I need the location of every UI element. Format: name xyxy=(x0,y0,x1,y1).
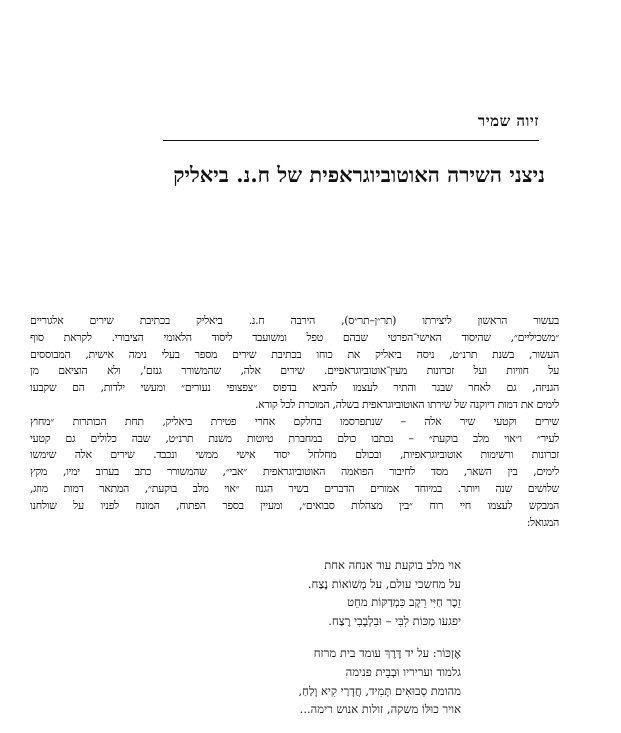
body-line: לעיר״ ו״אוי מלב בוקעת״ – נכתבו כולם במחברת טיוטות משנת תרנ״ט, שבה כלולים גם קטעי xyxy=(30,431,559,445)
body-line: ״משכיליים״, שהיסוד האישי־הפרטי שבהם טפל ומשועבד ליסוד הלאומי הציבורי. לקראת סוף xyxy=(30,330,559,344)
body-line: הגניזה, גם לאחר שבגר והתיר לעצמו להביא בדפוס ״צפצופי נעורים״ ומעשי ילדות, הם שקבעו xyxy=(30,381,559,395)
body-line: העשור, בשנת תרנ״ט, ניסה ביאליק את כוחו בכתיבת שירים מספר בעלי נימה אישית, המבוססים xyxy=(30,347,559,361)
body-line: המבקש לעצמו חיי רוח ״בין מצהלות סבואים״, ומעיין בספר הפתוח, המונח לפניו על שולחנו xyxy=(30,498,559,512)
poem-line: זֵכֶר חַיִּי רֵקָב כִּמְדַקּוֹת מחֵט xyxy=(347,595,461,610)
body-line: לימים, בין השאר, מסד לחיבור הפואמה האוטוביוגראפית ״אבי״, שהמשורר כתב בערוב ימיו, מקץ xyxy=(30,465,559,479)
poem-line: על מחשכי עולם, על מְשׁוֹאוֹת נֶצַח. xyxy=(307,576,461,591)
paragraph-2 xyxy=(30,414,559,532)
poem-line: מהומת סְבוּאִים תָּמִיד, חֲדָרַי קִיא וָלַחַ, xyxy=(298,683,461,698)
poem-excerpt xyxy=(299,556,462,733)
body-line: שירים וקטעי שיר אלה – שנתפרסמו בחלקם אחרי פטירת ביאליק, תחת הכותרות ״מחוץ xyxy=(30,414,559,428)
title-rule xyxy=(163,140,539,141)
poem-line: יפגעו מַכּוֹת לִבִּי – וּבִלְבָבִי רֶצַח. xyxy=(328,613,461,628)
body-line: זכרונות ורשימות אוטוביוגראפיות, ובכולם מחלחל יסוד אישי ממשי ונכבד. שירים אלה שימשו xyxy=(30,448,559,462)
poem-line: אֶזְכּוֹר: על יד דֶּרֶךְ עומד בית מרזח xyxy=(313,646,461,661)
poem-line: אוי מלב בוקעת עוד אנחה אחת xyxy=(324,558,461,572)
body-line: המגואל: xyxy=(526,515,559,529)
paragraph-1 xyxy=(30,313,559,414)
poem-line: אויר כוּלּוֹ משקה, זולות אנוש רימה... xyxy=(299,702,461,717)
author-name: זיוה שמיר xyxy=(477,112,539,130)
poem-stanza-1 xyxy=(299,556,462,630)
article-title: ניצני השירה האוטוביוגראפית של ח.נ. ביאליק xyxy=(173,162,545,187)
article-body xyxy=(30,313,559,531)
body-line: בעשור הראשון ליצירתו (תר״ן–תר״ס), הירבה ח.נ. ביאליק בכתיבת שירים אלגוריים xyxy=(30,314,559,327)
body-line: לימים את דמות דיוקנה של שירתו האוטוביוגראפית בשלה, המוכרת לכל קורא. xyxy=(254,397,559,411)
poem-line: גלמוד ועריריו וּבְבֵית פנימה xyxy=(345,664,461,679)
poem-stanza-2 xyxy=(299,644,462,718)
body-line: על חוויות ועל זכרונות מעין־אוטוביוגראפיים. שירים אלה, שהמשורר גנזם', ולא הוציאם מן xyxy=(30,364,559,378)
body-line: שלושים שנה ויותר. במיוחד אמורים הדברים בשיר הגנוז ״אוי מלב בוקעת״, המתאר דמות מוזג, xyxy=(30,481,559,495)
